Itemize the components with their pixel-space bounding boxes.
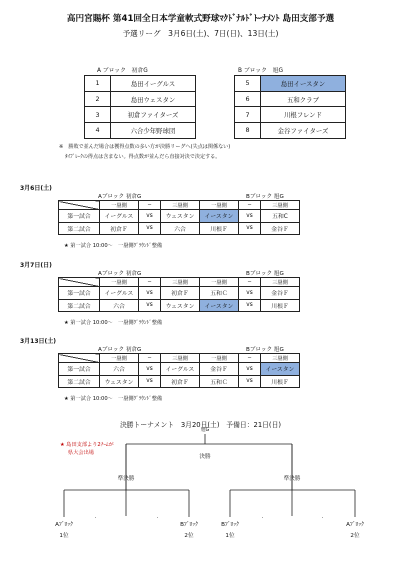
semifinal-right-label: 準決勝	[283, 476, 301, 482]
header-cell: −	[139, 278, 161, 287]
header-cell: −	[239, 354, 261, 363]
team-cell: イースタン	[261, 363, 300, 376]
header-cell: 三塁側	[261, 278, 300, 287]
match-label: 第二試合	[59, 375, 100, 388]
team-name: 五和クラブ	[261, 91, 346, 107]
schedule-block-a-heading: Aブロック 初倉G	[98, 347, 142, 353]
final-tournament-title: 決勝トーナメント 3月20日(土) 予備日：21日(日)	[119, 421, 282, 429]
versus-cell: vs	[139, 299, 161, 312]
bracket-slot-block: Aﾌﾞﾛｯｸ	[55, 522, 73, 528]
schedule-block-b-heading: Bブロック 旭G	[246, 347, 284, 353]
schedule-date: 3月7日(日)	[20, 262, 52, 269]
bracket-slot-rank: 1位	[225, 533, 235, 539]
qualification-note-line-2: 県大会出場	[68, 450, 94, 456]
schedule-footnote: ★ 第一試合 10:00〜 一塁側ｸﾞﾗｳﾝﾄﾞ整備	[64, 243, 163, 249]
match-label: 第一試合	[59, 287, 100, 300]
header-cell: 三塁側	[161, 354, 200, 363]
schedule-block-b-heading: Bブロック 旭G	[246, 194, 284, 200]
bracket-slot-block: Bﾌﾞﾛｯｸ	[180, 522, 198, 528]
page-subtitle: 予選リーグ 3月6日(土)、7日(日)、13日(土)	[122, 29, 279, 38]
team-name: 島田ウェスタン	[111, 91, 196, 107]
bracket-slot-rank: 1位	[59, 533, 69, 539]
team-cell: 金谷Ｆ	[200, 363, 239, 376]
team-cell: 五和Ｃ	[200, 375, 239, 388]
versus-cell: vs	[139, 210, 161, 223]
header-cell: −	[139, 354, 161, 363]
team-cell: ウェスタン	[161, 299, 200, 312]
team-number: 3	[85, 107, 111, 123]
header-cell: 一塁側	[200, 201, 239, 210]
rule-note-2: ﾀｲﾌﾞﾚｰｸの得点は含まない。得点数が並んだら直接対決で決定する。	[65, 154, 221, 160]
rule-note-1: ※ 勝敗で並んだ場合は獲得点数の多い方が決勝リーグへ(失点は関係ない)	[59, 144, 231, 150]
bracket-slot-rank: 2位	[350, 533, 360, 539]
team-name: 川根フレンド	[261, 107, 346, 123]
team-cell: イーグルス	[100, 210, 139, 223]
versus-cell: vs	[239, 210, 261, 223]
versus-cell: vs	[239, 363, 261, 376]
team-cell: ウェスタン	[161, 210, 200, 223]
schedule-block-a-heading: Aブロック 初倉G	[98, 271, 142, 277]
header-cell: 三塁側	[261, 354, 300, 363]
bracket-slot-block: Bﾌﾞﾛｯｸ	[221, 522, 239, 528]
block-a-heading: A ブロック 初倉G	[97, 68, 148, 74]
team-cell: ウェスタン	[100, 375, 139, 388]
versus-cell: vs	[139, 222, 161, 235]
team-cell: 六合	[100, 363, 139, 376]
header-cell: 三塁側	[161, 278, 200, 287]
versus-cell: vs	[139, 375, 161, 388]
match-label: 第一試合	[59, 210, 100, 223]
schedule-date: 3月6日(土)	[20, 185, 52, 192]
team-number: 7	[235, 107, 261, 123]
header-cell: −	[239, 201, 261, 210]
team-cell: 六合	[100, 299, 139, 312]
team-cell: 初倉Ｆ	[100, 222, 139, 235]
team-cell: 六合	[161, 222, 200, 235]
match-label: 第二試合	[59, 222, 100, 235]
header-cell: 一塁側	[200, 354, 239, 363]
final-label: 決勝	[199, 454, 211, 460]
bracket-slot-rank: 2位	[184, 533, 194, 539]
team-name: 六合少年野球団	[111, 123, 196, 139]
team-cell: イーグルス	[161, 363, 200, 376]
versus-cell: vs	[239, 287, 261, 300]
versus-cell: vs	[139, 287, 161, 300]
team-name: 金谷ファイターズ	[261, 123, 346, 139]
schedule-date: 3月13日(土)	[20, 338, 57, 345]
header-cell: −	[239, 278, 261, 287]
team-cell: イーグルス	[100, 287, 139, 300]
schedule-footnote: ★ 第一試合 10:00〜 一塁側ｸﾞﾗｳﾝﾄﾞ整備	[64, 396, 163, 402]
final-venue-label: 旭G	[200, 428, 210, 433]
team-cell: 金谷Ｆ	[261, 222, 300, 235]
team-cell: 川根Ｆ	[200, 222, 239, 235]
semifinal-left-label: 準決勝	[117, 476, 135, 482]
team-name: 初倉ファイターズ	[111, 107, 196, 123]
team-cell: 金谷Ｆ	[261, 287, 300, 300]
team-cell: 川根Ｆ	[261, 375, 300, 388]
block-b-heading: B ブロック 旭G	[238, 68, 283, 74]
header-cell: 三塁側	[261, 201, 300, 210]
team-number: 1	[85, 76, 111, 92]
header-cell: 三塁側	[161, 201, 200, 210]
team-name: 島田イースタン	[261, 76, 346, 92]
team-number: 4	[85, 123, 111, 139]
team-cell: イースタン	[200, 299, 239, 312]
header-cell: 一塁側	[100, 278, 139, 287]
team-cell: 五和C	[261, 210, 300, 223]
bracket-slot-block: Aﾌﾞﾛｯｸ	[346, 522, 364, 528]
match-label: 第二試合	[59, 299, 100, 312]
versus-cell: vs	[239, 299, 261, 312]
schedule-block-a-heading: Aブロック 初倉G	[98, 194, 142, 200]
versus-cell: vs	[239, 222, 261, 235]
team-number: 6	[235, 91, 261, 107]
qualification-note-line-1: ★ 島田支部より2ﾁｰﾑが	[60, 442, 114, 448]
header-cell: 一塁側	[200, 278, 239, 287]
team-number: 2	[85, 91, 111, 107]
versus-cell: vs	[139, 363, 161, 376]
header-cell: 一塁側	[100, 354, 139, 363]
page-title: 高円宮賜杯 第41回全日本学童軟式野球ﾏｸﾄﾞﾅﾙﾄﾞﾄｰﾅﾒﾝﾄ 島田支部予選	[66, 14, 335, 24]
team-number: 8	[235, 123, 261, 139]
header-cell: −	[139, 201, 161, 210]
schedule-block-b-heading: Bブロック 旭G	[246, 271, 284, 277]
team-cell: 五和Ｃ	[200, 287, 239, 300]
team-cell: 川根Ｆ	[261, 299, 300, 312]
versus-cell: vs	[239, 375, 261, 388]
header-cell: 一塁側	[100, 201, 139, 210]
schedule-footnote: ★ 第一試合 10:00〜 一塁側ｸﾞﾗｳﾝﾄﾞ整備	[64, 320, 163, 326]
team-name: 島田イーグルス	[111, 76, 196, 92]
team-cell: 初倉Ｆ	[161, 287, 200, 300]
match-label: 第一試合	[59, 363, 100, 376]
team-cell: イースタン	[200, 210, 239, 223]
team-cell: 初倉Ｆ	[161, 375, 200, 388]
team-number: 5	[235, 76, 261, 92]
